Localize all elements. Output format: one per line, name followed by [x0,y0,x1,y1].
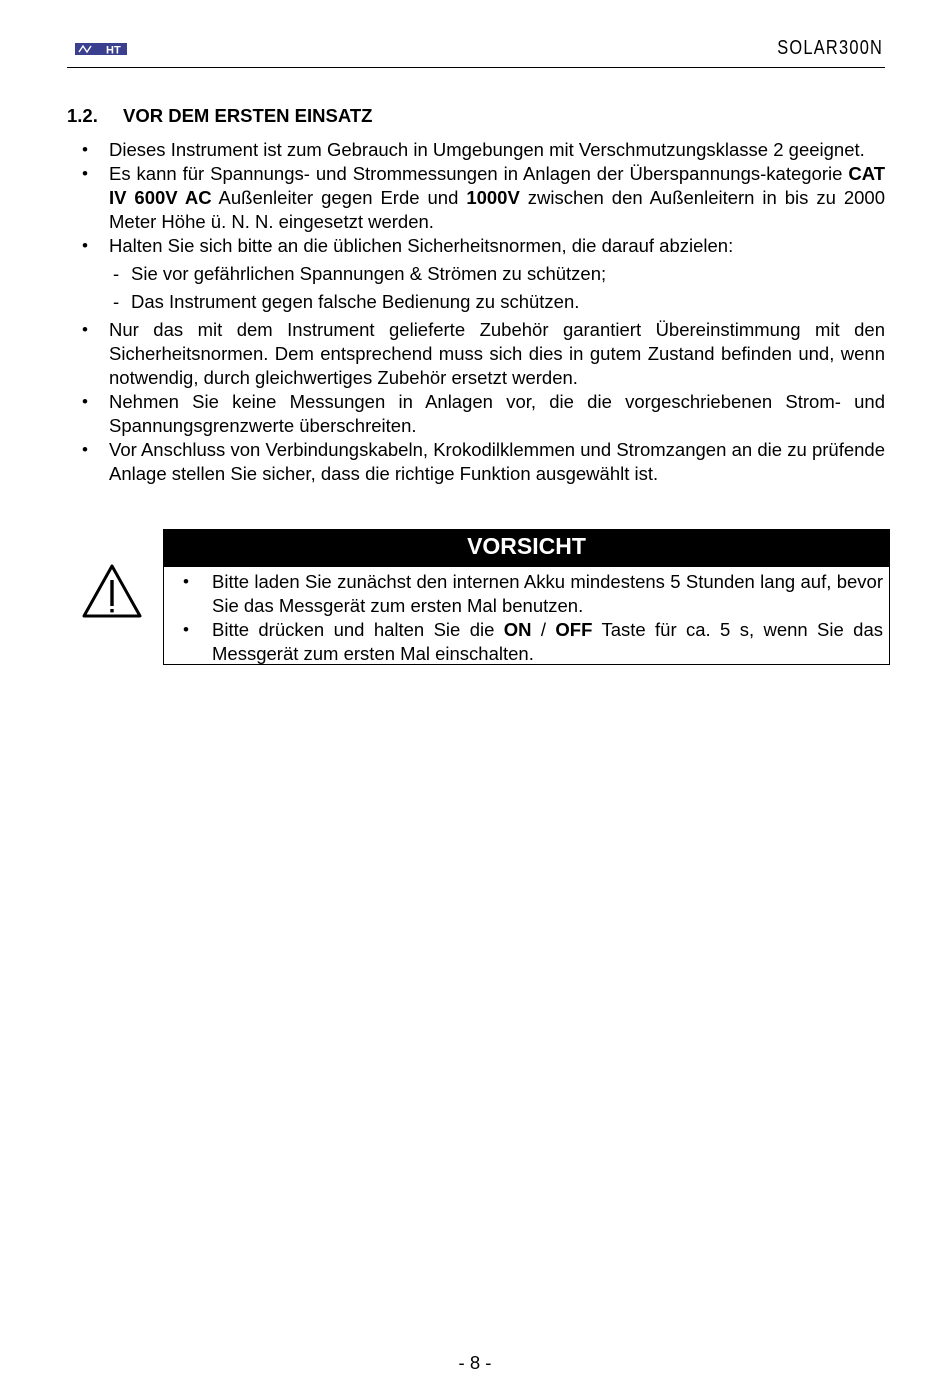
list-item [67,162,885,234]
section-title: VOR DEM ERSTEN EINSATZ [123,105,373,126]
svg-text:HT: HT [106,44,121,57]
bullet-text: Halten Sie sich bitte an die üblichen Sicherheitsnormen, die darauf abzielen: [109,235,734,256]
bullet-text: Nehmen Sie keine Messungen in Anlagen vor, die die vorgeschriebenen Strom- und Spannungsgrenzwerte überschreiten. [109,391,885,436]
bullet-text: Es kann für Spannungs- und Strommessungen in Anlagen der Überspannungs-kategorie [109,163,849,184]
bold-text: 1000V [466,187,520,208]
list-item [67,390,885,438]
bullet-text: Nur das mit dem Instrument gelieferte Zubehör garantiert Übereinstimmung mit den Sicherheitsnormen. Dem entsprechend muss sich dies in gutem Zustand befinden und, wenn notwendig, durch gleichwertiges Zubehör ersetzt werden. [109,319,885,388]
caution-text: Taste für ca. 5 s, wenn Sie das Messgerät zum ersten Mal einschalten. [212,619,883,664]
on-key-label: ON [503,619,532,640]
list-item [164,618,883,666]
caution-list [164,567,889,666]
list-item [164,570,883,618]
sub-list [109,262,885,314]
sub-list-item: - Sie vor gefährlichen Spannungen & Strömen zu schützen; [109,262,885,286]
section-heading [67,104,885,128]
warning-triangle-icon [81,563,143,619]
model-name: SOLAR300N [777,37,883,59]
bullet-text: Außenleiter gegen Erde und [211,187,467,208]
list-item [67,438,885,486]
caution-text: Bitte drücken und halten Sie die [212,619,504,640]
bullet-text: zwischen den Außenleitern in bis zu 2000 Meter Höhe ü. N. N. eingesetzt werden. [109,187,885,232]
bold-text: CAT IV 600V AC [109,163,885,208]
safety-list [67,138,885,486]
page-number: - 8 - [458,1352,492,1373]
list-item [67,138,885,162]
list-item [67,234,885,314]
page-content [67,104,885,486]
caution-title: VORSICHT [164,530,889,567]
section-number: 1.2. [67,105,98,126]
page-header [67,36,885,68]
bullet-text: Vor Anschluss von Verbindungskabeln, Krokodilklemmen und Stromzangen an die zu prüfende Anlage stellen Sie sicher, dass die richtige Funktion ausgewählt ist. [109,439,885,484]
caution-text: Bitte laden Sie zunächst den internen Akku mindestens 5 Stunden lang auf, bevor Sie das Messgerät zum ersten Mal benutzen. [212,571,883,616]
separator: / [531,619,556,640]
caution-box [163,529,890,665]
ht-logo [75,41,127,57]
off-key-label: OFF [555,619,593,640]
sub-list-item: - Das Instrument gegen falsche Bedienung zu schützen. [109,290,885,314]
bullet-text: Dieses Instrument ist zum Gebrauch in Umgebungen mit Verschmutzungsklasse 2 geeignet. [109,139,865,160]
list-item [67,318,885,390]
